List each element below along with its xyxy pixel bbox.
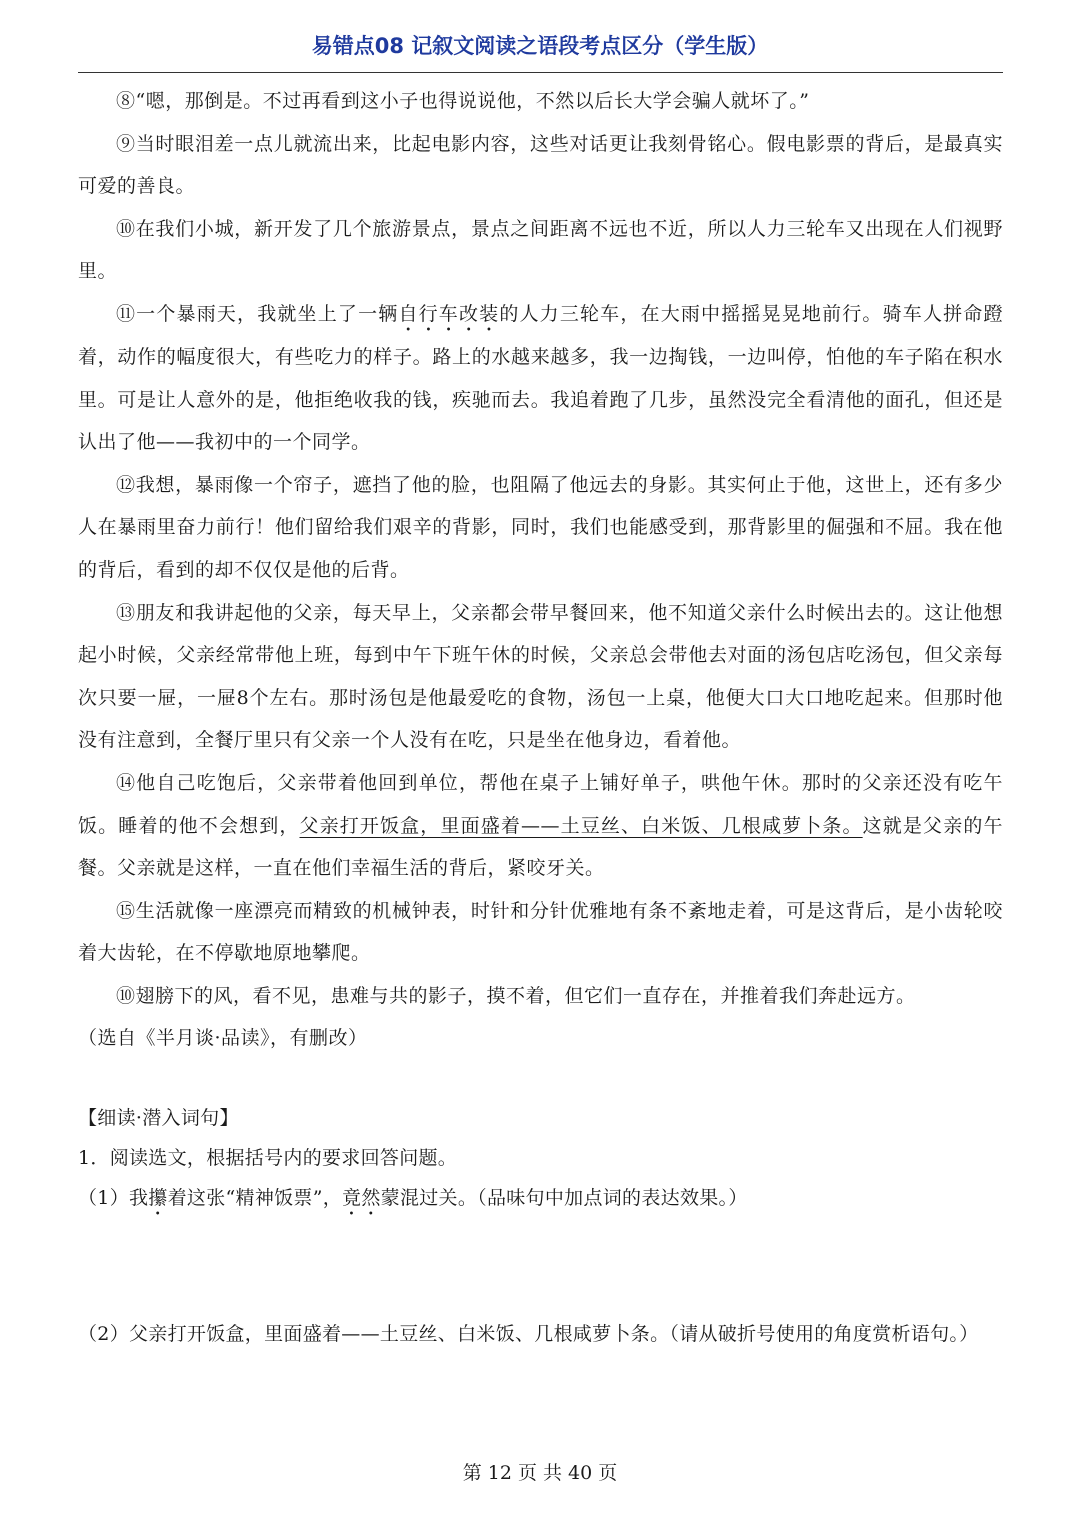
- header-divider: [78, 72, 1003, 73]
- paragraph-15: ⑮生活就像一座漂亮而精致的机械钟表，时针和分针优雅地有条不紊地走着，可是这背后，是小齿轮咬着大齿轮，在不停歇地原地攀爬。: [78, 899, 1003, 965]
- underlined-sentence: 父亲打开饭盒，里面盛着——土豆丝、白米饭、几根咸萝卜条。: [299, 814, 863, 837]
- paragraph-11: [78, 293, 1003, 464]
- paragraph-16: ⑩翅膀下的风，看不见，患难与共的影子，摸不着，但它们一直存在，并推着我们奔赴远方。: [116, 984, 916, 1007]
- paragraph-10: ⑩在我们小城，新开发了几个旅游景点，景点之间距离不远也不近，所以人力三轮车又出现在人们视野里。: [78, 217, 1003, 283]
- paragraph-14-text-a: ⑭他自己吃饱后，父亲带着他回到单位，帮他在桌子上铺好单子，哄他午休。那时的父亲还没有吃午饭。睡着的他不会想到，: [78, 771, 1003, 837]
- q1-1-text-c: 蒙混过关。（品味句中加点词的表达效果。）: [380, 1187, 748, 1209]
- page-number: 第 12 页 共 40 页: [462, 1462, 618, 1484]
- paragraph-13: ⑬朋友和我讲起他的父亲，每天早上，父亲都会带早餐回来，他不知道父亲什么时候出去的。这让他想起小时候，父亲经常带他上班，每到中午下班午休的时候，父亲总会带他去对面的汤包店吃汤包，但父亲每次只要一屉，一屉8个左右。那时汤包是他最爱吃的食物，汤包一上桌，他便大口大口地吃起来。但那时他没有注意到，全餐厅里只有父亲一个人没有在吃，只是坐在他身边，看着他。: [78, 601, 1003, 752]
- question-1-1: [78, 1178, 1003, 1220]
- q1-1-text-a: （1）我: [78, 1187, 149, 1209]
- paragraph-12: ⑫我想，暴雨像一个帘子，遮挡了他的脸，也阻隔了他远去的身影。其实何止于他，这世上，还有多少人在暴雨里奋力前行！他们留给我们艰辛的背影，同时，我们也能感受到，那背影里的倔强和不屈。我在他的背后，看到的却不仅仅是他的后背。: [78, 473, 1003, 581]
- questions-section: [78, 1098, 1003, 1354]
- page-header-title: 易错点08 记叙文阅读之语段考点区分（学生版）: [311, 34, 769, 58]
- source-citation: （选自《半月谈·品读》，有删改）: [78, 1027, 368, 1050]
- paragraph-9: ⑨当时眼泪差一点儿就流出来，比起电影内容，这些对话更让我刻骨铭心。假电影票的背后，是最真实可爱的善良。: [78, 132, 1003, 198]
- emphasis-dotted-phrase: 自行车改装: [398, 302, 500, 325]
- paragraph-14-text-b: 这就是父亲的午餐。父亲就是这样，一直在他们幸福生活的背后，紧咬牙关。: [78, 814, 1003, 880]
- paragraph-11-text-b: 的人力三轮车，在大雨中摇摇晃晃地前行。骑车人拼命蹬着，动作的幅度很大，有些吃力的样子。路上的水越来越多，我一边掏钱，一边叫停，怕他的车子陷在积水里。可是让人意外的是，他拒绝收我的钱，疾驰而去。我追着跑了几步，虽然没完全看清他的面孔，但还是认出了他——我初中的一个同学。: [78, 302, 1003, 454]
- reading-passage: [78, 80, 1003, 1060]
- emphasis-dotted-word-2: 竟然: [342, 1187, 381, 1209]
- question-1-2: （2）父亲打开饭盒，里面盛着——土豆丝、白米饭、几根咸萝卜条。（请从破折号使用的角度赏析语句。）: [78, 1323, 979, 1345]
- question-1-stem: 1．阅读选文，根据括号内的要求回答问题。: [78, 1147, 458, 1169]
- q1-1-text-b: 着这张“精神饭票”，: [167, 1187, 343, 1209]
- paragraph-8: ⑧“嗯，那倒是。不过再看到这小子也得说说他，不然以后长大学会骗人就坏了。”: [116, 90, 810, 112]
- section-title: 【细读·潜入词句】: [78, 1107, 239, 1129]
- paragraph-11-text-a: ⑪一个暴雨天，我就坐上了一辆: [116, 302, 399, 325]
- emphasis-dotted-word-1: 攥: [148, 1187, 168, 1209]
- paragraph-14: [78, 762, 1003, 890]
